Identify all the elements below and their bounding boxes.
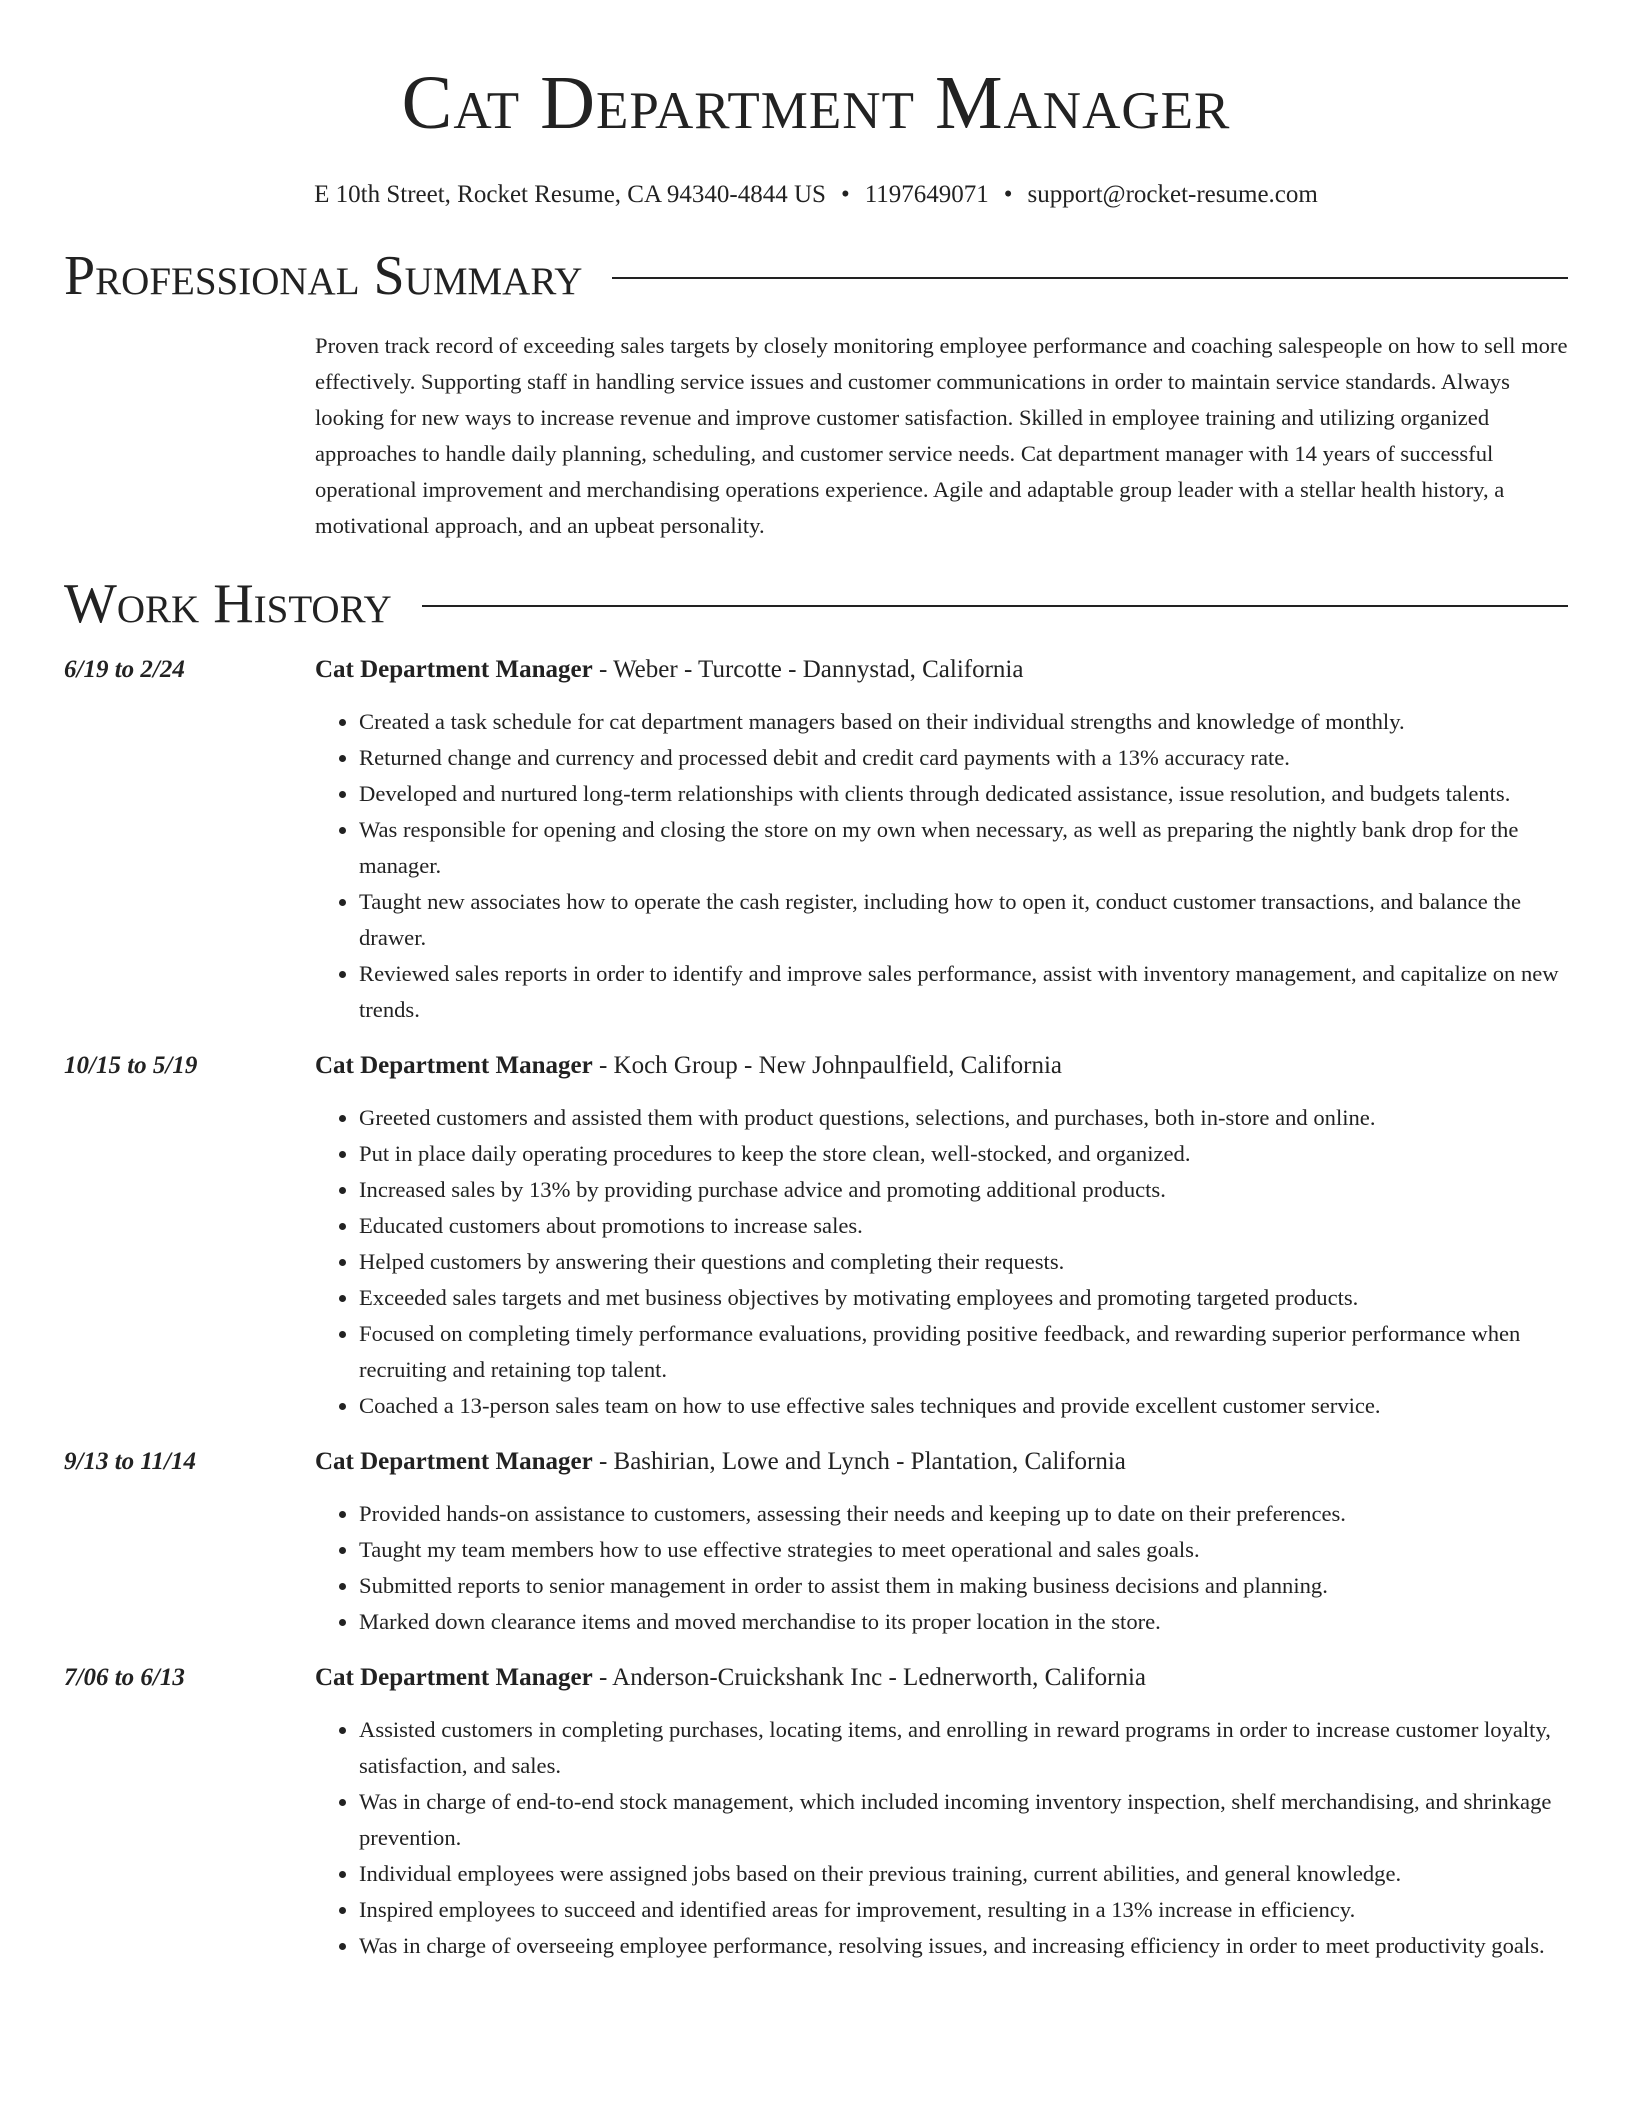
job-bullet-list (315, 1712, 1568, 1964)
job-bullet: • Greeted customers and assisted them with product questions, selections, and purchases, both in-store and online. (359, 1100, 1568, 1136)
job-bullet: • Focused on completing timely performance evaluations, providing positive feedback, and rewarding superior performance when recruiting and retaining top talent. (359, 1316, 1568, 1388)
job-title-line (315, 652, 1568, 688)
job-dates: 9/13 to 11/14 (64, 1448, 196, 1475)
job-title-line (315, 1048, 1568, 1084)
summary-heading: Professional Summary (64, 245, 583, 307)
job-body (315, 1048, 1568, 1424)
job-employer-location: - Anderson-Cruickshank Inc - Lednerworth, California (592, 1664, 1147, 1691)
job-bullet: • Was in charge of end-to-end stock management, which included incoming inventory inspection, shelf merchandising, and shrinkage prevention. (359, 1784, 1568, 1856)
job-body (315, 1660, 1568, 1964)
job-bullet: • Was in charge of overseeing employee performance, resolving issues, and increasing efficiency in order to meet productivity goals. (359, 1928, 1568, 1964)
job-body (315, 652, 1568, 1028)
work-section-header (64, 572, 1568, 636)
job-bullet: • Taught new associates how to operate the cash register, including how to open it, conduct customer transactions, and balance the drawer. (359, 884, 1568, 956)
job-bullet-list (315, 704, 1568, 1028)
job-dates: 7/06 to 6/13 (64, 1664, 185, 1691)
job-dates: 10/15 to 5/19 (64, 1052, 198, 1079)
job-employer-location: - Bashirian, Lowe and Lynch - Plantation, California (592, 1448, 1126, 1475)
section-divider (422, 605, 1568, 607)
work-history-list (64, 652, 1568, 1964)
job-dates: 6/19 to 2/24 (64, 656, 185, 683)
job-role: Cat Department Manager (315, 656, 593, 683)
job-bullet: • Exceeded sales targets and met business objectives by motivating employees and promoting targeted products. (359, 1280, 1568, 1316)
job-bullet: • Inspired employees to succeed and identified areas for improvement, resulting in a 13% increase in efficiency. (359, 1892, 1568, 1928)
job-entry (64, 1444, 1568, 1640)
job-role: Cat Department Manager (315, 1448, 593, 1475)
phone: 1197649071 (864, 181, 989, 208)
job-bullet: • Was responsible for opening and closing the store on my own when necessary, as well as preparing the nightly bank drop for the manager. (359, 812, 1568, 884)
job-bullet: • Provided hands-on assistance to customers, assessing their needs and keeping up to date on their preferences. (359, 1496, 1568, 1532)
address: E 10th Street, Rocket Resume, CA 94340-4844 US (314, 181, 826, 208)
candidate-name: Cat Department Manager (401, 61, 1231, 145)
job-role: Cat Department Manager (315, 1664, 593, 1691)
job-bullet: • Individual employees were assigned jobs based on their previous training, current abilities, and general knowledge. (359, 1856, 1568, 1892)
job-bullet: • Taught my team members how to use effective strategies to meet operational and sales goals. (359, 1532, 1568, 1568)
work-heading: Work History (64, 573, 392, 635)
job-bullet: • Returned change and currency and processed debit and credit card payments with a 13% accuracy rate. (359, 740, 1568, 776)
job-bullet: • Assisted customers in completing purchases, locating items, and enrolling in reward programs in order to increase customer loyalty, satisfaction, and sales. (359, 1712, 1568, 1784)
job-bullet-list (315, 1496, 1568, 1640)
job-bullet: • Reviewed sales reports in order to identify and improve sales performance, assist with inventory management, and capitalize on new trends. (359, 956, 1568, 1028)
job-role: Cat Department Manager (315, 1052, 593, 1079)
job-bullet: • Put in place daily operating procedures to keep the store clean, well-stocked, and organized. (359, 1136, 1568, 1172)
job-bullet: • Increased sales by 13% by providing purchase advice and promoting additional products. (359, 1172, 1568, 1208)
job-body (315, 1444, 1568, 1640)
job-bullet-list (315, 1100, 1568, 1424)
job-employer-location: - Weber - Turcotte - Dannystad, California (592, 656, 1024, 683)
job-title-line (315, 1660, 1568, 1696)
email-link[interactable]: support@rocket-resume.com (1027, 181, 1318, 208)
summary-text: Proven track record of exceeding sales targets by closely monitoring employee performance and coaching salespeople on how to sell more effectively. Supporting staff in handling service issues and customer communications in order to maintain service standards. Always looking for new ways to increase revenue and improve customer satisfaction. Skilled in employee training and utilizing organized approaches to handle daily planning, scheduling, and customer service needs. Cat department manager with 14 years of successful operational improvement and merchandising operations experience. Agile and adaptable group leader with a stellar health history, a motivational approach, and an upbeat personality. (315, 333, 1568, 538)
job-entry (64, 1660, 1568, 1964)
job-bullet: • Coached a 13-person sales team on how to use effective sales techniques and provide excellent customer service. (359, 1388, 1568, 1424)
job-bullet: • Created a task schedule for cat department managers based on their individual strengths and knowledge of monthly. (359, 704, 1568, 740)
summary-section-header (64, 244, 1568, 308)
job-entry (64, 652, 1568, 1028)
separator-dot: • (1003, 181, 1013, 208)
contact-line (64, 180, 1568, 210)
separator-dot: • (840, 181, 850, 208)
job-bullet: • Helped customers by answering their questions and completing their requests. (359, 1244, 1568, 1280)
job-bullet: • Developed and nurtured long-term relationships with clients through dedicated assistance, issue resolution, and budgets talents. (359, 776, 1568, 812)
job-entry (64, 1048, 1568, 1424)
job-employer-location: - Koch Group - New Johnpaulfield, California (592, 1052, 1063, 1079)
job-bullet: • Marked down clearance items and moved merchandise to its proper location in the store. (359, 1604, 1568, 1640)
job-title-line (315, 1444, 1568, 1480)
job-bullet: • Educated customers about promotions to increase sales. (359, 1208, 1568, 1244)
section-divider (612, 277, 1568, 279)
job-bullet: • Submitted reports to senior management in order to assist them in making business decisions and planning. (359, 1568, 1568, 1604)
